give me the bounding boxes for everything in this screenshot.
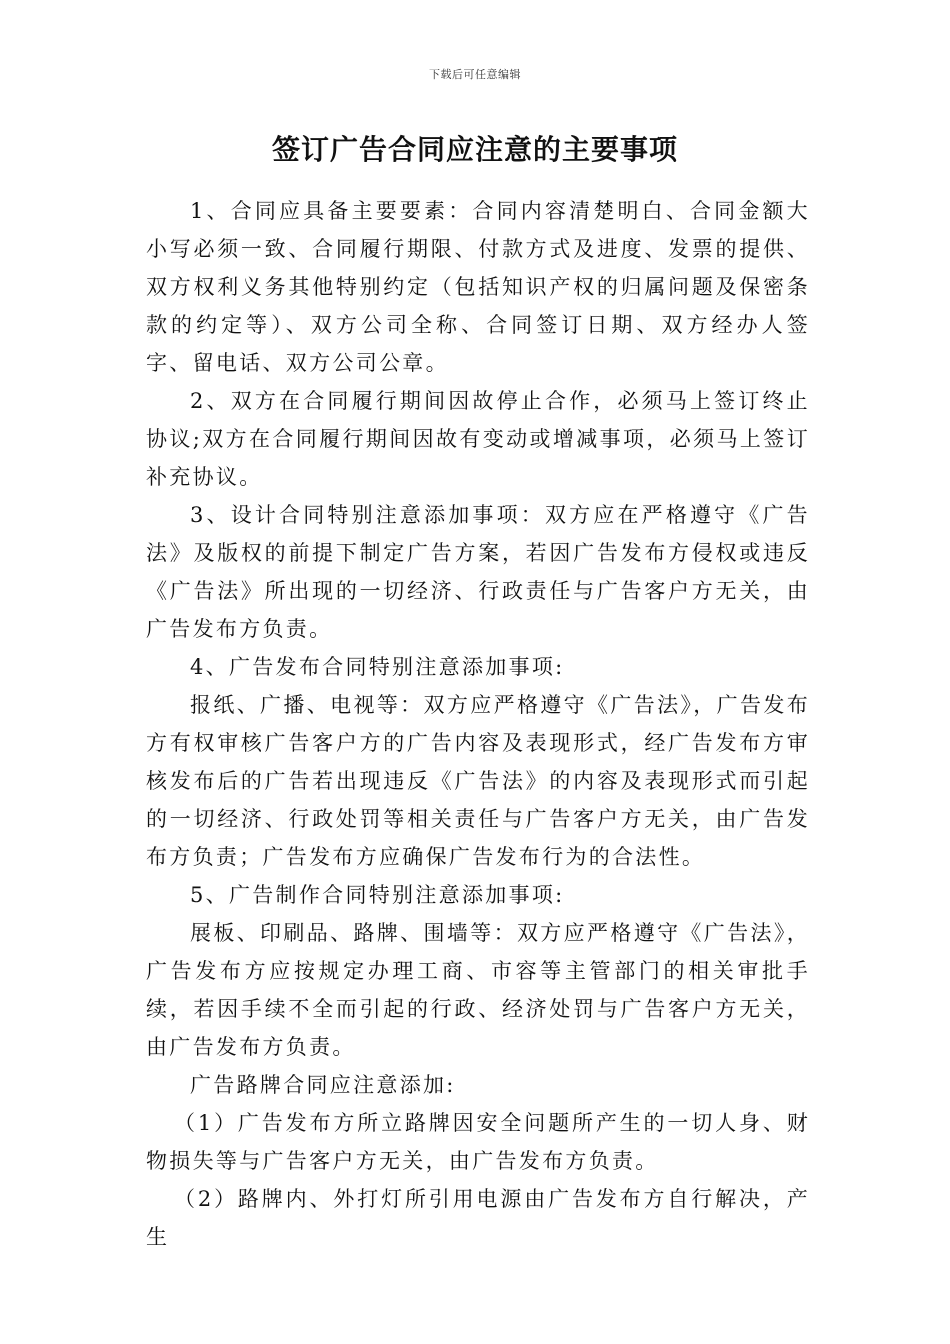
billboard-clause-1: （1）广告发布方所立路牌因安全问题所产生的一切人身、财物损失等与广告客户方无关，由广告发布方负责。 (146, 1111, 810, 1173)
paragraph-item-2: 2、双方在合同履行期间因故停止合作，必须马上签订终止协议;双方在合同履行期间因故有变动或增减事项，必须马上签订补充协议。 (146, 389, 810, 489)
header-note: 下载后可任意编辑 (429, 68, 521, 81)
paragraph-item-5-heading: 5、广告制作合同特别注意添加事项: (190, 883, 565, 907)
paragraph-item-4-heading: 4、广告发布合同特别注意添加事项: (190, 655, 565, 679)
billboard-clause-2: （2）路牌内、外打灯所引用电源由广告发布方自行解决，产生 (146, 1187, 810, 1249)
billboard-section-heading: 广告路牌合同应注意添加: (190, 1073, 456, 1097)
document-body (146, 192, 810, 1256)
document-title: 签订广告合同应注意的主要事项 (271, 133, 678, 166)
paragraph-item-1: 1、合同应具备主要要素：合同内容清楚明白、合同金额大小写必须一致、合同履行期限、付款方式及进度、发票的提供、双方权利义务其他特别约定（包括知识产权的归属问题及保密条款的约定等）、双方公司全称、合同签订日期、双方经办人签字、留电话、双方公司公章。 (146, 199, 810, 375)
paragraph-item-5-body: 展板、印刷品、路牌、围墙等：双方应严格遵守《广告法》，广告发布方应按规定办理工商、市容等主管部门的相关审批手续，若因手续不全而引起的行政、经济处罚与广告客户方无关，由广告发布方负责。 (146, 921, 810, 1059)
paragraph-item-4-body: 报纸、广播、电视等：双方应严格遵守《广告法》，广告发布方有权审核广告客户方的广告内容及表现形式，经广告发布方审核发布后的广告若出现违反《广告法》的内容及表现形式而引起的一切经济、行政处罚等相关责任与广告客户方无关，由广告发布方负责；广告发布方应确保广告发布行为的合法性。 (146, 693, 810, 869)
paragraph-item-3: 3、设计合同特别注意添加事项：双方应在严格遵守《广告法》及版权的前提下制定广告方案，若因广告发布方侵权或违反《广告法》所出现的一切经济、行政责任与广告客户方无关，由广告发布方负责。 (146, 503, 810, 641)
